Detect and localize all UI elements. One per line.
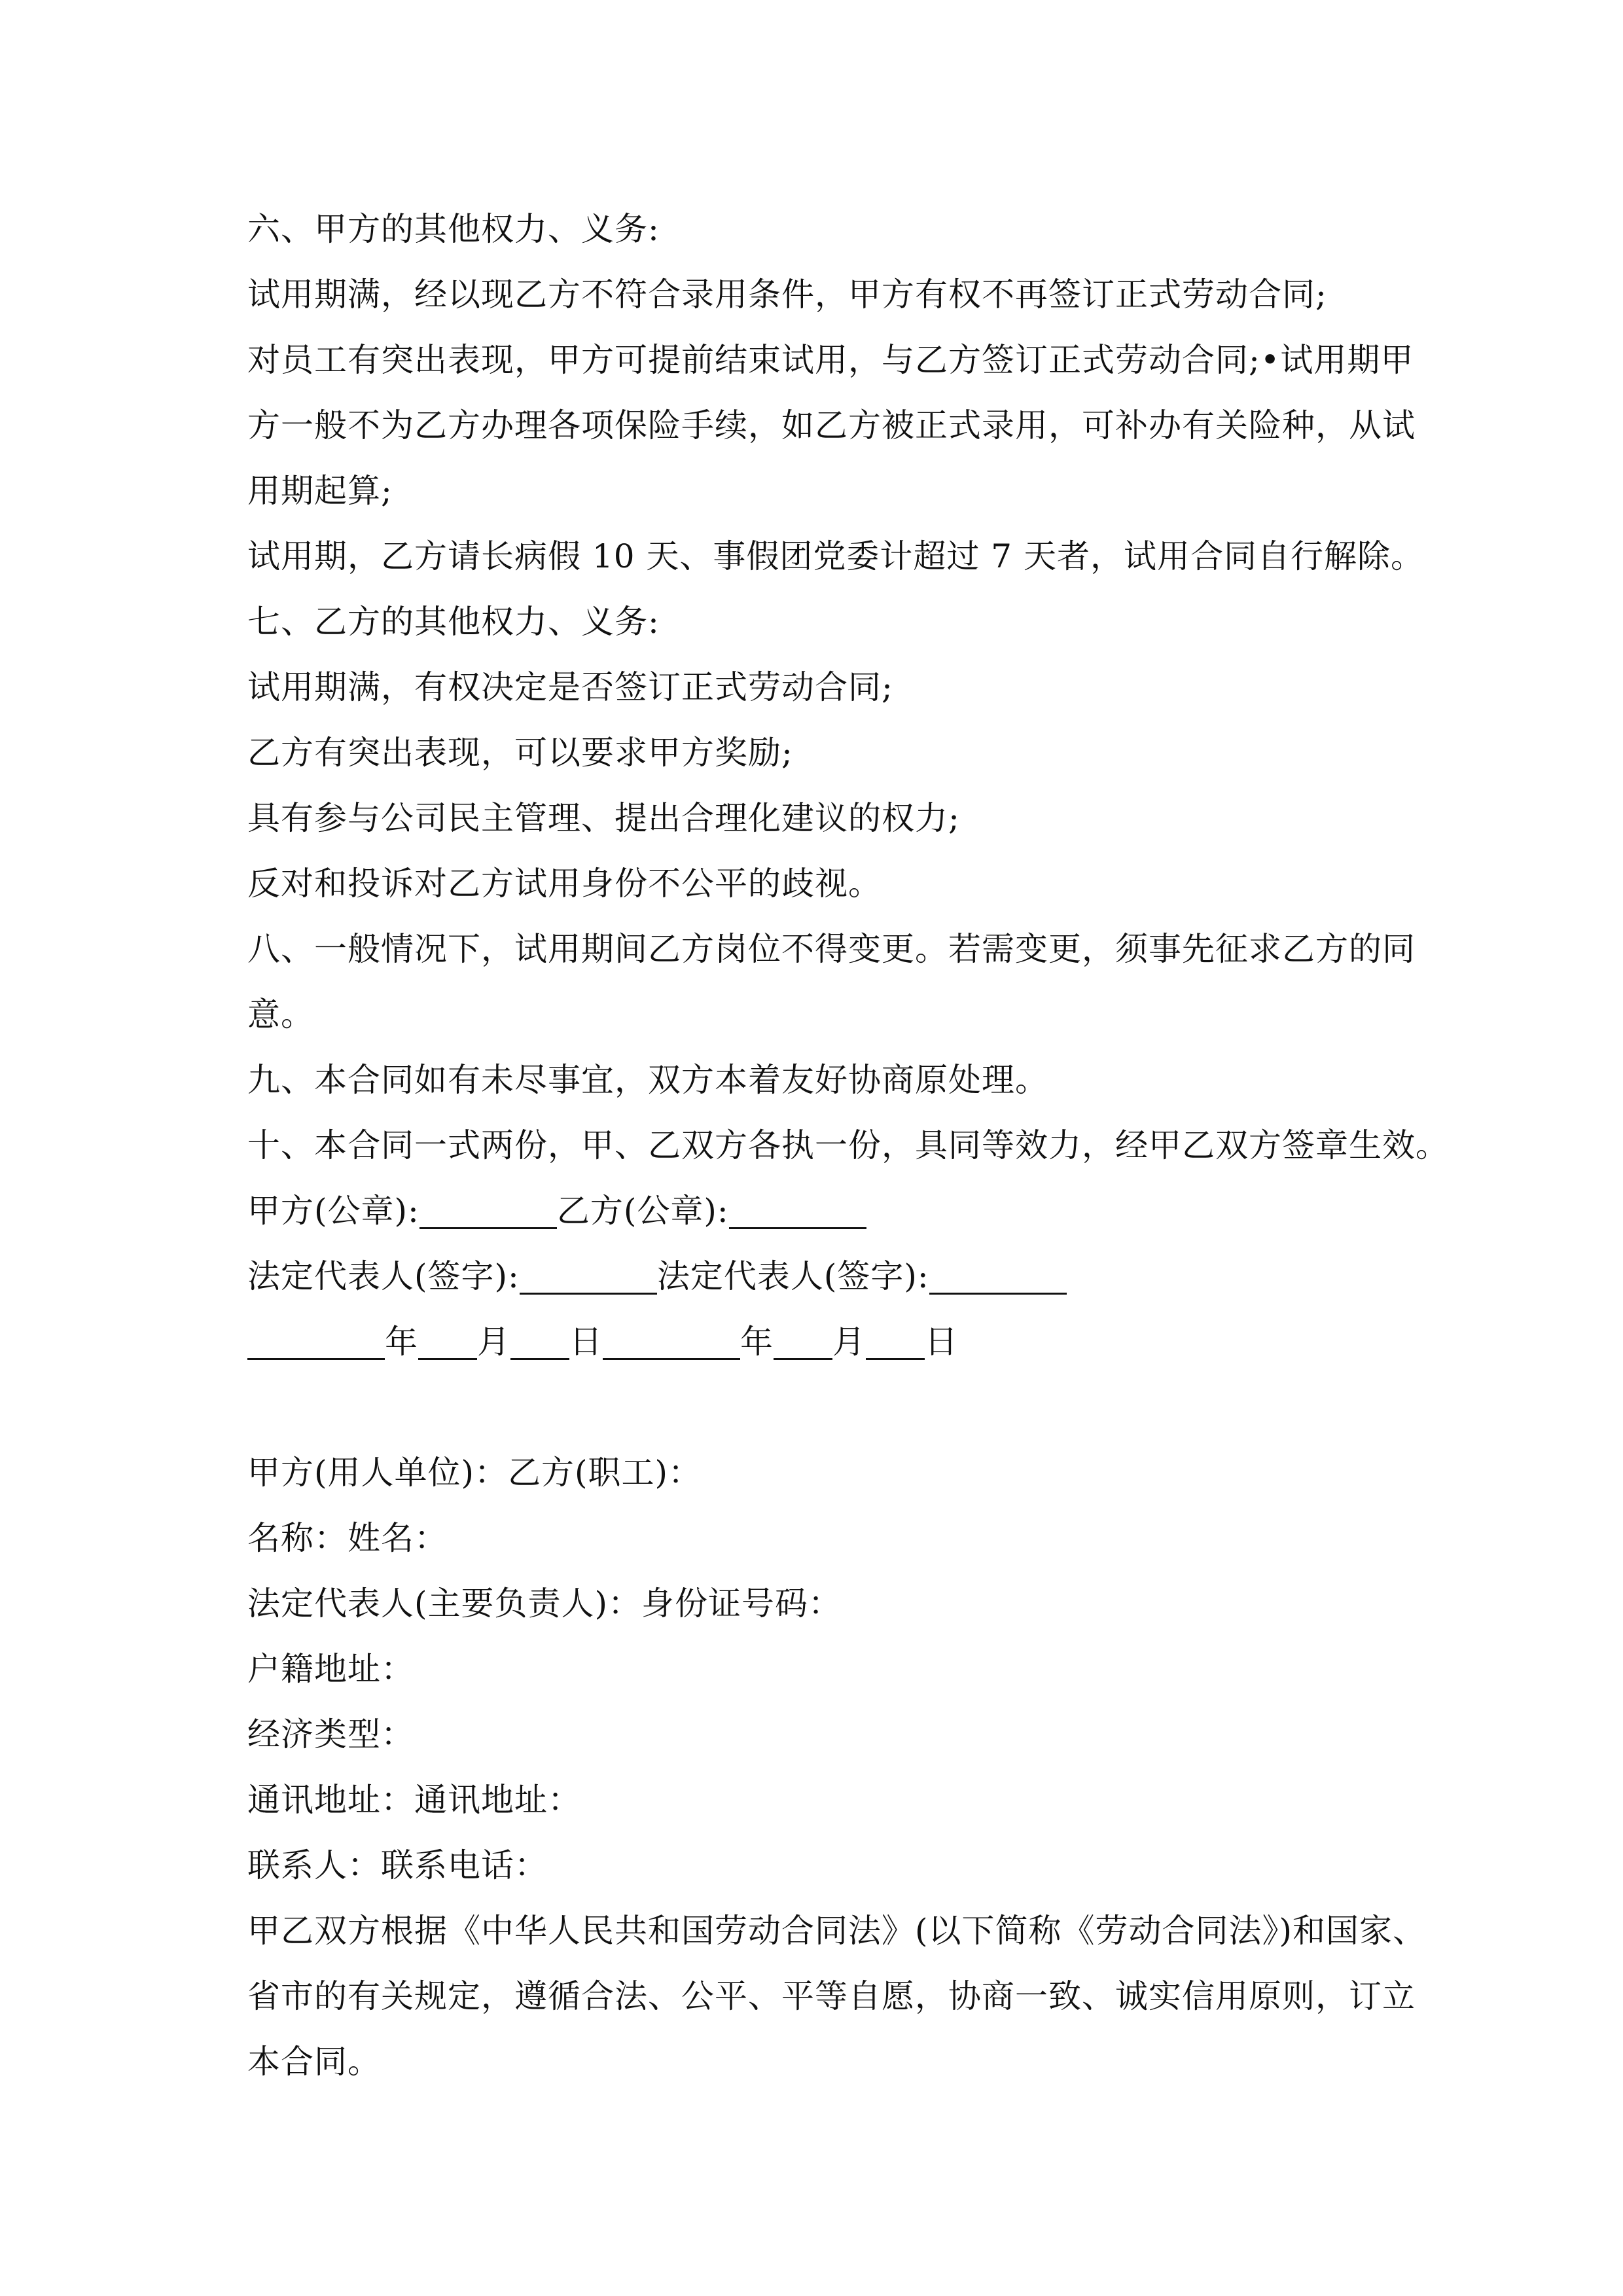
month-label: 月	[832, 1323, 866, 1361]
household-address-line: 户籍地址：	[247, 1650, 414, 1688]
preamble-line: 甲乙双方根据《中华人民共和国劳动合同法》(以下简称《劳动合同法》)和国家、	[247, 1912, 1427, 1950]
year-blank	[247, 1318, 385, 1360]
month-blank	[774, 1318, 832, 1360]
legal-rep-b-label: 法定代表人(签字):	[656, 1257, 929, 1295]
legal-rep-signature-line	[247, 1244, 1399, 1309]
section-7-heading: 七、乙方的其他权力、义务:	[247, 603, 660, 641]
day-label: 日	[569, 1323, 603, 1361]
year-label: 年	[385, 1323, 418, 1361]
seal-line	[247, 1178, 1399, 1244]
section-8-line: 意。	[247, 996, 314, 1033]
legal-rep-a-label: 法定代表人(签字):	[247, 1257, 520, 1295]
section-gap	[247, 1374, 1399, 1440]
party-b-seal-label: 乙方(公章):	[556, 1192, 729, 1230]
legal-rep-b-blank	[929, 1252, 1067, 1295]
section-10: 十、本合同一式两份，甲、乙双方各执一份，具同等效力，经甲乙双方签章生效。	[247, 1126, 1449, 1164]
document-body	[247, 196, 1449, 2094]
mailing-address-line: 通讯地址：通讯地址：	[247, 1781, 581, 1819]
section-9: 九、本合同如有未尽事宜，双方本着友好协商原处理。	[247, 1061, 1048, 1099]
year-label: 年	[740, 1323, 774, 1361]
party-b-seal-blank	[729, 1187, 866, 1229]
legal-rep-line: 法定代表人(主要负责人)：身份证号码：	[247, 1585, 842, 1623]
section-6-line: 方一般不为乙方办理各项保险手续，如乙方被正式录用，可补办有关险种，从试	[247, 406, 1416, 444]
section-7-line: 反对和投诉对乙方试用身份不公平的歧视。	[247, 865, 882, 903]
economic-type-line: 经济类型：	[247, 1715, 414, 1753]
party-a-seal-blank	[419, 1187, 557, 1229]
month-blank	[418, 1318, 477, 1360]
contact-line: 联系人：联系电话：	[247, 1846, 548, 1884]
section-6-line: 对员工有突出表现，甲方可提前结束试用，与乙方签订正式劳动合同;•试用期甲	[247, 341, 1414, 379]
section-6-heading: 六、甲方的其他权力、义务:	[247, 210, 660, 248]
day-blank	[510, 1318, 569, 1360]
year-blank	[603, 1318, 740, 1360]
section-6-line: 试用期，乙方请长病假 10 天、事假团党委计超过 7 天者，试用合同自行解除。	[247, 537, 1425, 575]
section-7-line: 乙方有突出表现，可以要求甲方奖励;	[247, 734, 793, 772]
date-line	[247, 1309, 1399, 1374]
parties-line: 甲方(用人单位)：乙方(职工)：	[247, 1454, 702, 1492]
section-7-line: 具有参与公司民主管理、提出合理化建议的权力;	[247, 799, 960, 837]
month-label: 月	[477, 1323, 510, 1361]
preamble-line: 本合同。	[247, 2043, 381, 2081]
party-a-seal-label: 甲方(公章):	[247, 1192, 419, 1230]
section-7-line: 试用期满，有权决定是否签订正式劳动合同;	[247, 668, 893, 706]
day-blank	[866, 1318, 925, 1360]
section-6-line: 用期起算;	[247, 472, 393, 510]
preamble-line: 省市的有关规定，遵循合法、公平、平等自愿，协商一致、诚实信用原则，订立	[247, 1977, 1416, 2015]
day-label: 日	[925, 1323, 958, 1361]
section-8-line: 八、一般情况下，试用期间乙方岗位不得变更。若需变更，须事先征求乙方的同	[247, 930, 1416, 968]
section-6-line: 试用期满，经以现乙方不符合录用条件，甲方有权不再签订正式劳动合同;	[247, 276, 1327, 314]
legal-rep-a-blank	[520, 1252, 657, 1295]
name-line: 名称：姓名：	[247, 1519, 448, 1557]
